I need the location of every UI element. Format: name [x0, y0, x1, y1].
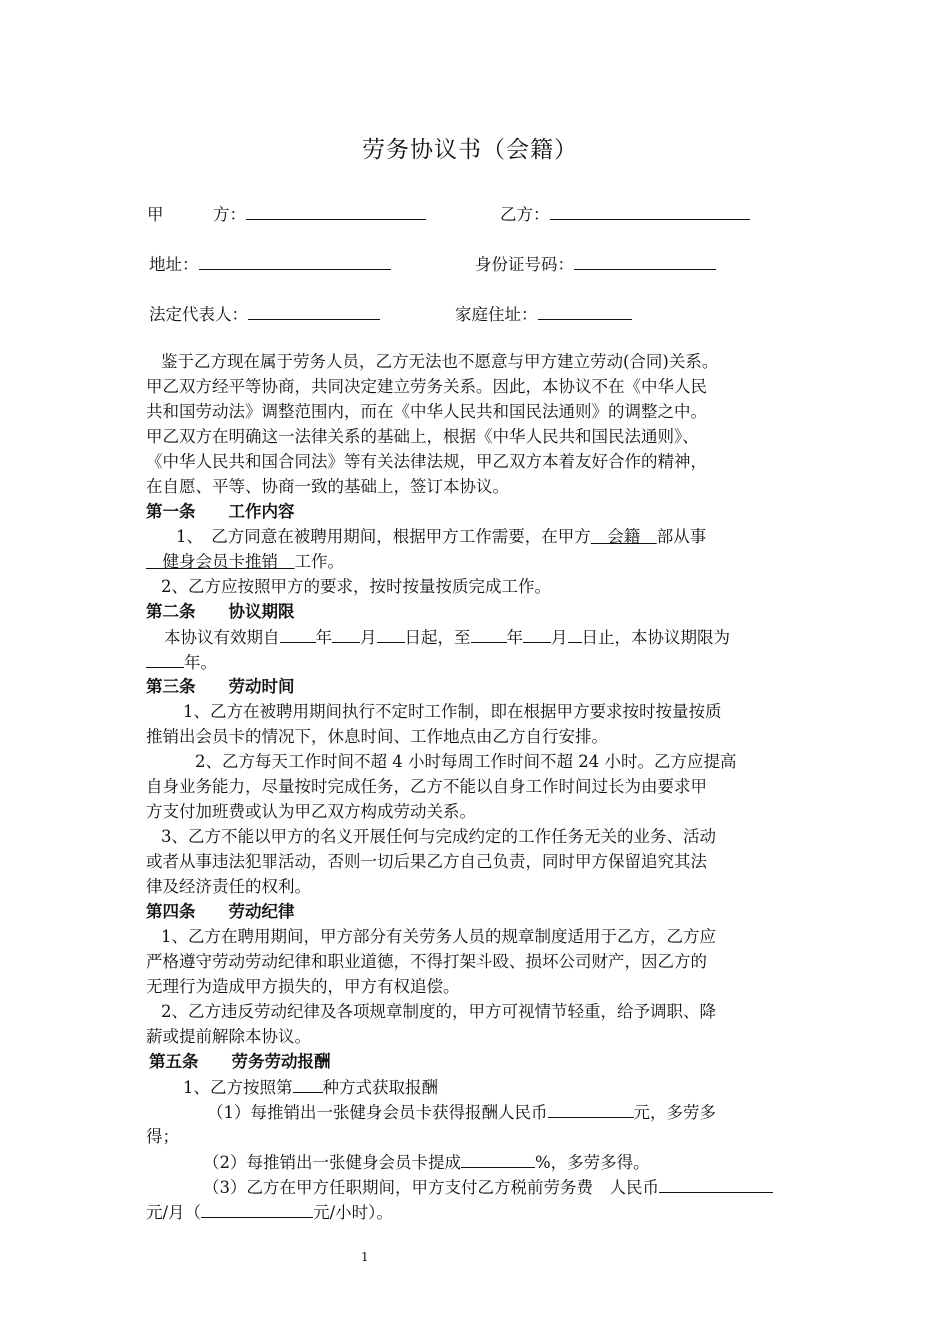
start-month-blank[interactable]	[332, 624, 360, 643]
legal-rep-field	[149, 301, 380, 327]
preamble-line: 甲乙双方在明确这一法律关系的基础上，根据《中华人民共和国民法通则》、	[146, 427, 699, 446]
job-value: 健身会员卡推销	[146, 552, 295, 571]
hourly-fee-blank[interactable]	[201, 1199, 313, 1218]
commission-percent-blank[interactable]	[461, 1149, 535, 1168]
article-3-line: 方支付加班费或认为甲乙双方构成劳动关系。	[146, 802, 476, 821]
payment-text: %，多劳多得。	[535, 1153, 650, 1172]
term-text: 本协议有效期自	[164, 628, 280, 647]
preamble-line: 甲乙双方经平等协商，共同决定建立劳务关系。因此，本协议不在《中华人民	[146, 377, 707, 396]
article-4-heading: 第四条 劳动纪律	[146, 902, 295, 921]
payment-text: （1）每推销出一张健身会员卡获得报酬人民币	[207, 1103, 548, 1122]
party-a-label: 甲 方：	[147, 205, 246, 224]
article-4-line: 2、乙方违反劳动纪律及各项规章制度的，甲方可视情节轻重，给予调职、降	[161, 1002, 716, 1021]
payment-method-line	[183, 1074, 438, 1100]
preamble-line: 鉴于乙方现在属于劳务人员，乙方无法也不愿意与甲方建立劳动(合同)关系。	[161, 352, 719, 371]
end-day-blank[interactable]	[568, 624, 582, 643]
clause-text: 工作。	[294, 552, 344, 571]
payment-text: 元/小时）。	[313, 1203, 393, 1222]
term-line	[164, 624, 730, 650]
end-year-blank[interactable]	[471, 624, 507, 643]
payment-option-3	[203, 1174, 773, 1200]
preamble-line: 《中华人民共和国合同法》等有关法律法规，甲乙双方本着友好合作的精神，	[146, 452, 707, 471]
article-3-line: 律及经济责任的权利。	[146, 877, 311, 896]
article-2-heading: 第二条 协议期限	[146, 602, 295, 621]
article-5-heading: 第五条 劳务劳动报酬	[149, 1052, 331, 1071]
preamble-line: 在自愿、平等、协商一致的基础上，签订本协议。	[146, 477, 509, 496]
start-day-blank[interactable]	[377, 624, 405, 643]
address-field	[149, 251, 391, 277]
term-text: 年。	[184, 653, 217, 672]
article-1-clause-2: 2、乙方应按照甲方的要求，按时按量按质完成工作。	[161, 577, 551, 596]
payment-option-1-cont: 得；	[146, 1127, 179, 1146]
party-b-field	[500, 201, 750, 227]
page-title: 劳务协议书（会籍）	[362, 137, 578, 163]
payment-option-2	[203, 1149, 650, 1175]
month-label: 月	[551, 628, 568, 647]
payment-option-3-cont	[146, 1199, 393, 1225]
article-3-heading: 第三条 劳动时间	[146, 677, 295, 696]
payment-text: （2）每推销出一张健身会员卡提成	[203, 1153, 461, 1172]
id-number-label: 身份证号码：	[475, 255, 574, 274]
per-card-amount-blank[interactable]	[548, 1099, 634, 1118]
article-3-line: 推销出会员卡的情况下，休息时间、工作地点由乙方自行安排。	[146, 727, 608, 746]
start-year-blank[interactable]	[280, 624, 316, 643]
payment-text: 元，多劳多	[633, 1103, 716, 1122]
department-value: 会籍	[590, 527, 657, 546]
year-label: 年	[315, 628, 332, 647]
monthly-fee-blank[interactable]	[659, 1174, 773, 1193]
article-3-line: 或者从事违法犯罪活动，否则一切后果乙方自己负责，同时甲方保留追究其法	[146, 852, 707, 871]
preamble-line: 共和国劳动法》调整范围内，而在《中华人民共和国民法通则》的调整之中。	[146, 402, 707, 421]
article-1-clause-1-cont	[146, 549, 344, 574]
clause-text: 1、 乙方同意在被聘用期间，根据甲方工作需要，在甲方	[176, 527, 591, 546]
payment-text: 元/月（	[146, 1203, 202, 1222]
clause-text: 部从事	[656, 527, 707, 546]
payment-method-blank[interactable]	[293, 1074, 323, 1093]
id-number-field	[475, 251, 716, 277]
legal-rep-blank[interactable]	[248, 301, 380, 320]
payment-text: （3）乙方在甲方任职期间，甲方支付乙方税前劳务费 人民币	[203, 1178, 659, 1197]
article-1-heading: 第一条 工作内容	[146, 502, 295, 521]
term-years-blank[interactable]	[146, 649, 184, 668]
payment-text: 1、乙方按照第	[183, 1078, 293, 1097]
article-3-line: 3、乙方不能以甲方的名义开展任何与完成约定的工作任务无关的业务、活动	[161, 827, 716, 846]
address-blank[interactable]	[199, 251, 391, 270]
payment-option-1	[207, 1099, 716, 1125]
article-3-line: 自身业务能力，尽量按时完成任务，乙方不能以自身工作时间过长为由要求甲	[146, 777, 707, 796]
payment-text: 种方式获取报酬	[322, 1078, 438, 1097]
id-number-blank[interactable]	[574, 251, 716, 270]
article-4-line: 无理行为造成甲方损失的，甲方有权追偿。	[146, 977, 460, 996]
article-4-line: 薪或提前解除本协议。	[146, 1027, 311, 1046]
term-text: 日起，至	[404, 628, 471, 647]
party-a-field	[147, 201, 426, 227]
year-label: 年	[506, 628, 523, 647]
article-1-clause-1	[176, 524, 706, 549]
address-label: 地址：	[149, 255, 199, 274]
article-4-line: 严格遵守劳动劳动纪律和职业道德，不得打架斗殴、损坏公司财产，因乙方的	[146, 952, 707, 971]
home-address-field	[455, 301, 632, 327]
legal-rep-label: 法定代表人：	[149, 305, 248, 324]
party-b-label: 乙方：	[500, 205, 550, 224]
article-3-line: 2、乙方每天工作时间不超 4 小时每周工作时间不超 24 小时。乙方应提高	[195, 752, 737, 771]
term-line-cont	[146, 649, 217, 675]
home-address-blank[interactable]	[538, 301, 632, 320]
term-text: 日止，本协议期限为	[581, 628, 730, 647]
article-3-line: 1、乙方在被聘用期间执行不定时工作制，即在根据甲方要求按时按量按质	[183, 702, 722, 721]
home-address-label: 家庭住址：	[455, 305, 538, 324]
page-number: 1	[361, 1250, 369, 1264]
article-4-line: 1、乙方在聘用期间，甲方部分有关劳务人员的规章制度适用于乙方，乙方应	[161, 927, 716, 946]
party-b-blank[interactable]	[550, 201, 750, 220]
end-month-blank[interactable]	[523, 624, 551, 643]
party-a-blank[interactable]	[246, 201, 426, 220]
month-label: 月	[360, 628, 377, 647]
